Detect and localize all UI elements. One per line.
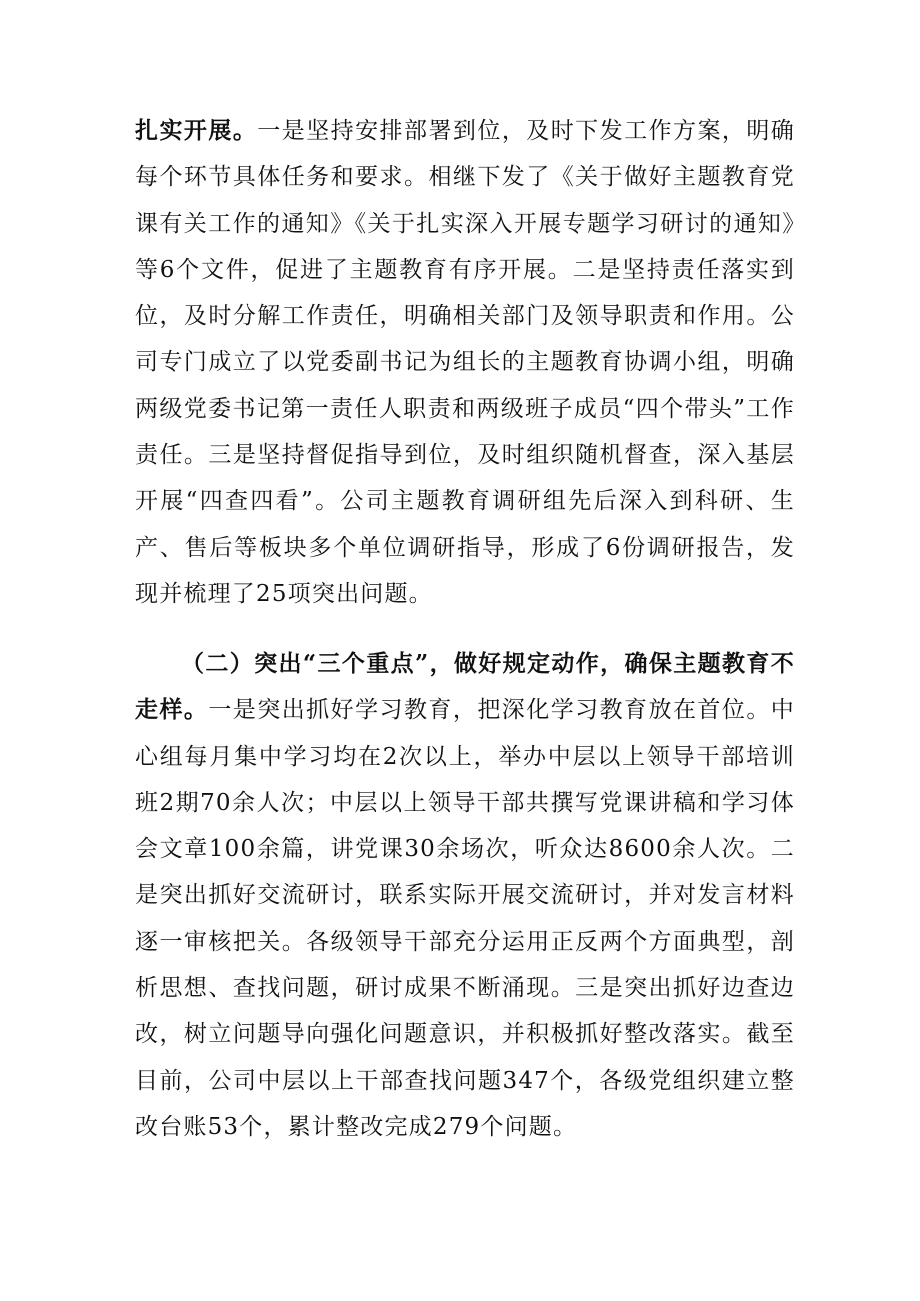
paragraph-2 <box>135 641 795 1150</box>
paragraph-1 <box>135 108 795 617</box>
paragraph-2-body: 一是突出抓好学习教育，把深化学习教育放在首位。中心组每月集中学习均在2次以上，举办中层以上领导干部培训班2期70余人次；中层以上领导干部共撰写党课讲稿和学习体会文章100余篇，讲党课30余场次，听众达8600余人次。二是突出抓好交流研讨，联系实际开展交流研讨，并对发言材料逐一审核把关。各级领导干部充分运用正反两个方面典型，剖析思想、查找问题，研讨成果不断涌现。三是突出抓好边查边改，树立问题导向强化问题意识，并积极抓好整改落实。截至目前，公司中层以上干部查找问题347个，各级党组织建立整改台账53个，累计整改完成279个问题。 <box>135 697 795 1140</box>
paragraph-1-lead: 扎实开展。 <box>135 117 258 144</box>
paragraph-1-body: 一是坚持安排部署到位，及时下发工作方案，明确每个环节具体任务和要求。相继下发了《关于做好主题教育党课有关工作的通知》《关于扎实深入开展专题学习研讨的通知》等6个文件，促进了主题教育有序开展。二是坚持责任落实到位，及时分解工作责任，明确相关部门及领导职责和作用。公司专门成立了以党委副书记为组长的主题教育协调小组，明确两级党委书记第一责任人职责和两级班子成员“四个带头”工作责任。三是坚持督促指导到位，及时组织随机督查，深入基层开展“四查四看”。公司主题教育调研组先后深入到科研、生产、售后等板块多个单位调研指导，形成了6份调研报告，发现并梳理了25项突出问题。 <box>135 118 796 607</box>
paragraph-2-lead: （二）突出“三个重点”，做好规定动作，确保主题教育不走样。 <box>135 650 795 724</box>
